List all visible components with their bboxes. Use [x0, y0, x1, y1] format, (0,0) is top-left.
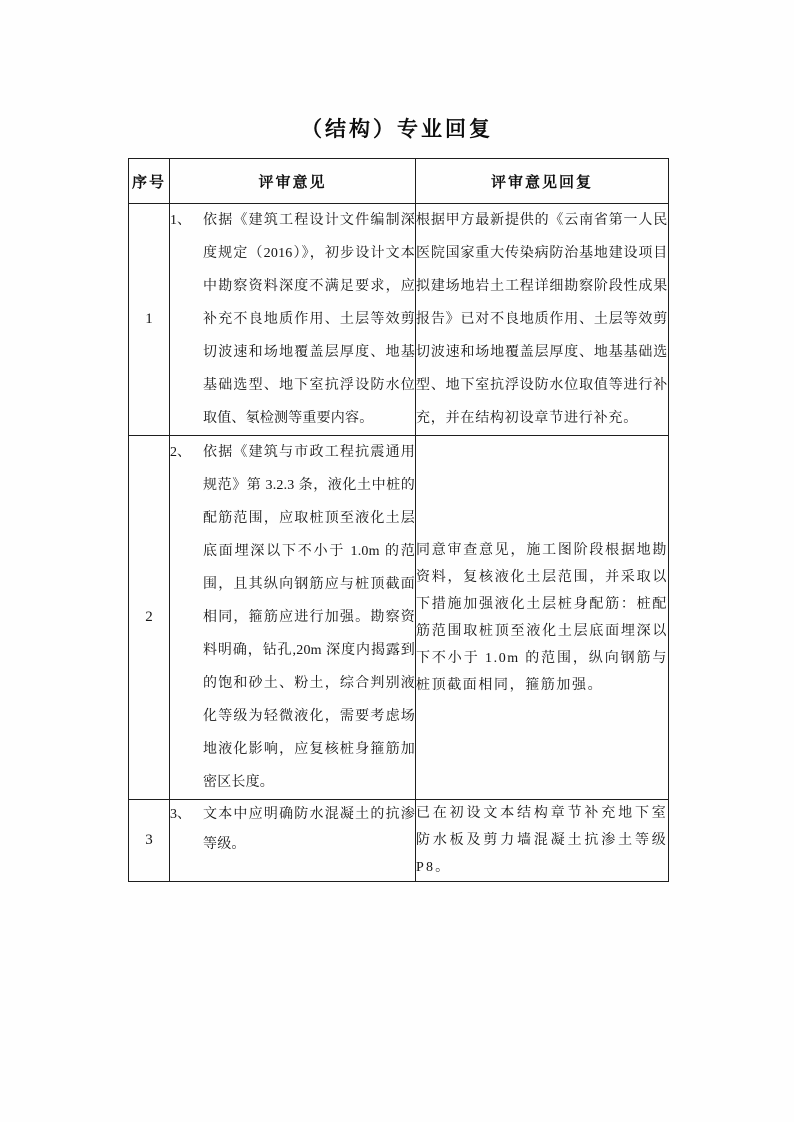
table-row — [129, 800, 669, 882]
review-comment-cell — [170, 436, 416, 800]
list-marker: 2、 — [170, 445, 191, 460]
comment-wrap — [170, 436, 415, 799]
review-comment-text: 依据《建筑工程设计文件编制深度规定（2016）》，初步设计文本中勘察资料深度不满足要求，应补充不良地质作用、土层等效剪切波速和场地覆盖层厚度、地基基础选型、地下室抗浮设防水位取值、氡检测等重要内容。 — [203, 213, 415, 426]
row-number-cell: 2 — [129, 436, 170, 800]
review-comment-text: 文本中应明确防水混凝土的抗渗等级。 — [203, 807, 415, 852]
table-header — [129, 159, 669, 204]
comment-wrap — [170, 204, 415, 435]
comment-wrap — [170, 800, 415, 860]
review-reply-cell: 根据甲方最新提供的《云南省第一人民医院国家重大传染病防治基地建设项目拟建场地岩土工程详细勘察阶段性成果报告》已对不良地质作用、土层等效剪切波速和场地覆盖层厚度、地基基础选型、地下室抗浮设防水位取值等进行补充，并在结构初设章节进行补充。 — [416, 204, 669, 436]
row-number-cell: 3 — [129, 800, 170, 882]
col-header-number: 序号 — [129, 159, 170, 204]
review-comment-text: 依据《建筑与市政工程抗震通用规范》第 3.2.3 条，液化土中桩的配筋范围，应取桩顶至液化土层底面埋深以下不小于 1.0m 的范围，且其纵向钢筋应与桩顶截面相同，箍筋应进行加强。勘察资料明确，钻孔,20m 深度内揭露到的饱和砂土、粉土，综合判别液化等级为轻微液化，需要考虑场地液化影响，应复核桩身箍筋加密区长度。 — [203, 445, 415, 790]
review-reply-cell: 同意审查意见，施工图阶段根据地勘资料，复核液化土层范围，并采取以下措施加强液化土层桩身配筋：桩配筋范围取桩顶至液化土层底面埋深以下不小于 1.0m 的范围，纵向钢筋与桩顶截面相同，箍筋加强。 — [416, 436, 669, 800]
header-row — [129, 159, 669, 204]
page-title: （结构）专业回复 — [301, 118, 493, 141]
table-row — [129, 204, 669, 436]
row-number-cell: 1 — [129, 204, 170, 436]
col-header-review-reply: 评审意见回复 — [416, 159, 669, 204]
review-table — [128, 158, 669, 882]
review-reply-cell: 已在初设文本结构章节补充地下室防水板及剪力墙混凝土抗渗土等级 P8。 — [416, 800, 669, 882]
col-header-review-comment: 评审意见 — [170, 159, 416, 204]
list-marker: 3、 — [170, 807, 191, 822]
review-comment-cell — [170, 800, 416, 882]
table-row — [129, 436, 669, 800]
review-comment-cell — [170, 204, 416, 436]
list-marker: 1、 — [170, 213, 191, 228]
